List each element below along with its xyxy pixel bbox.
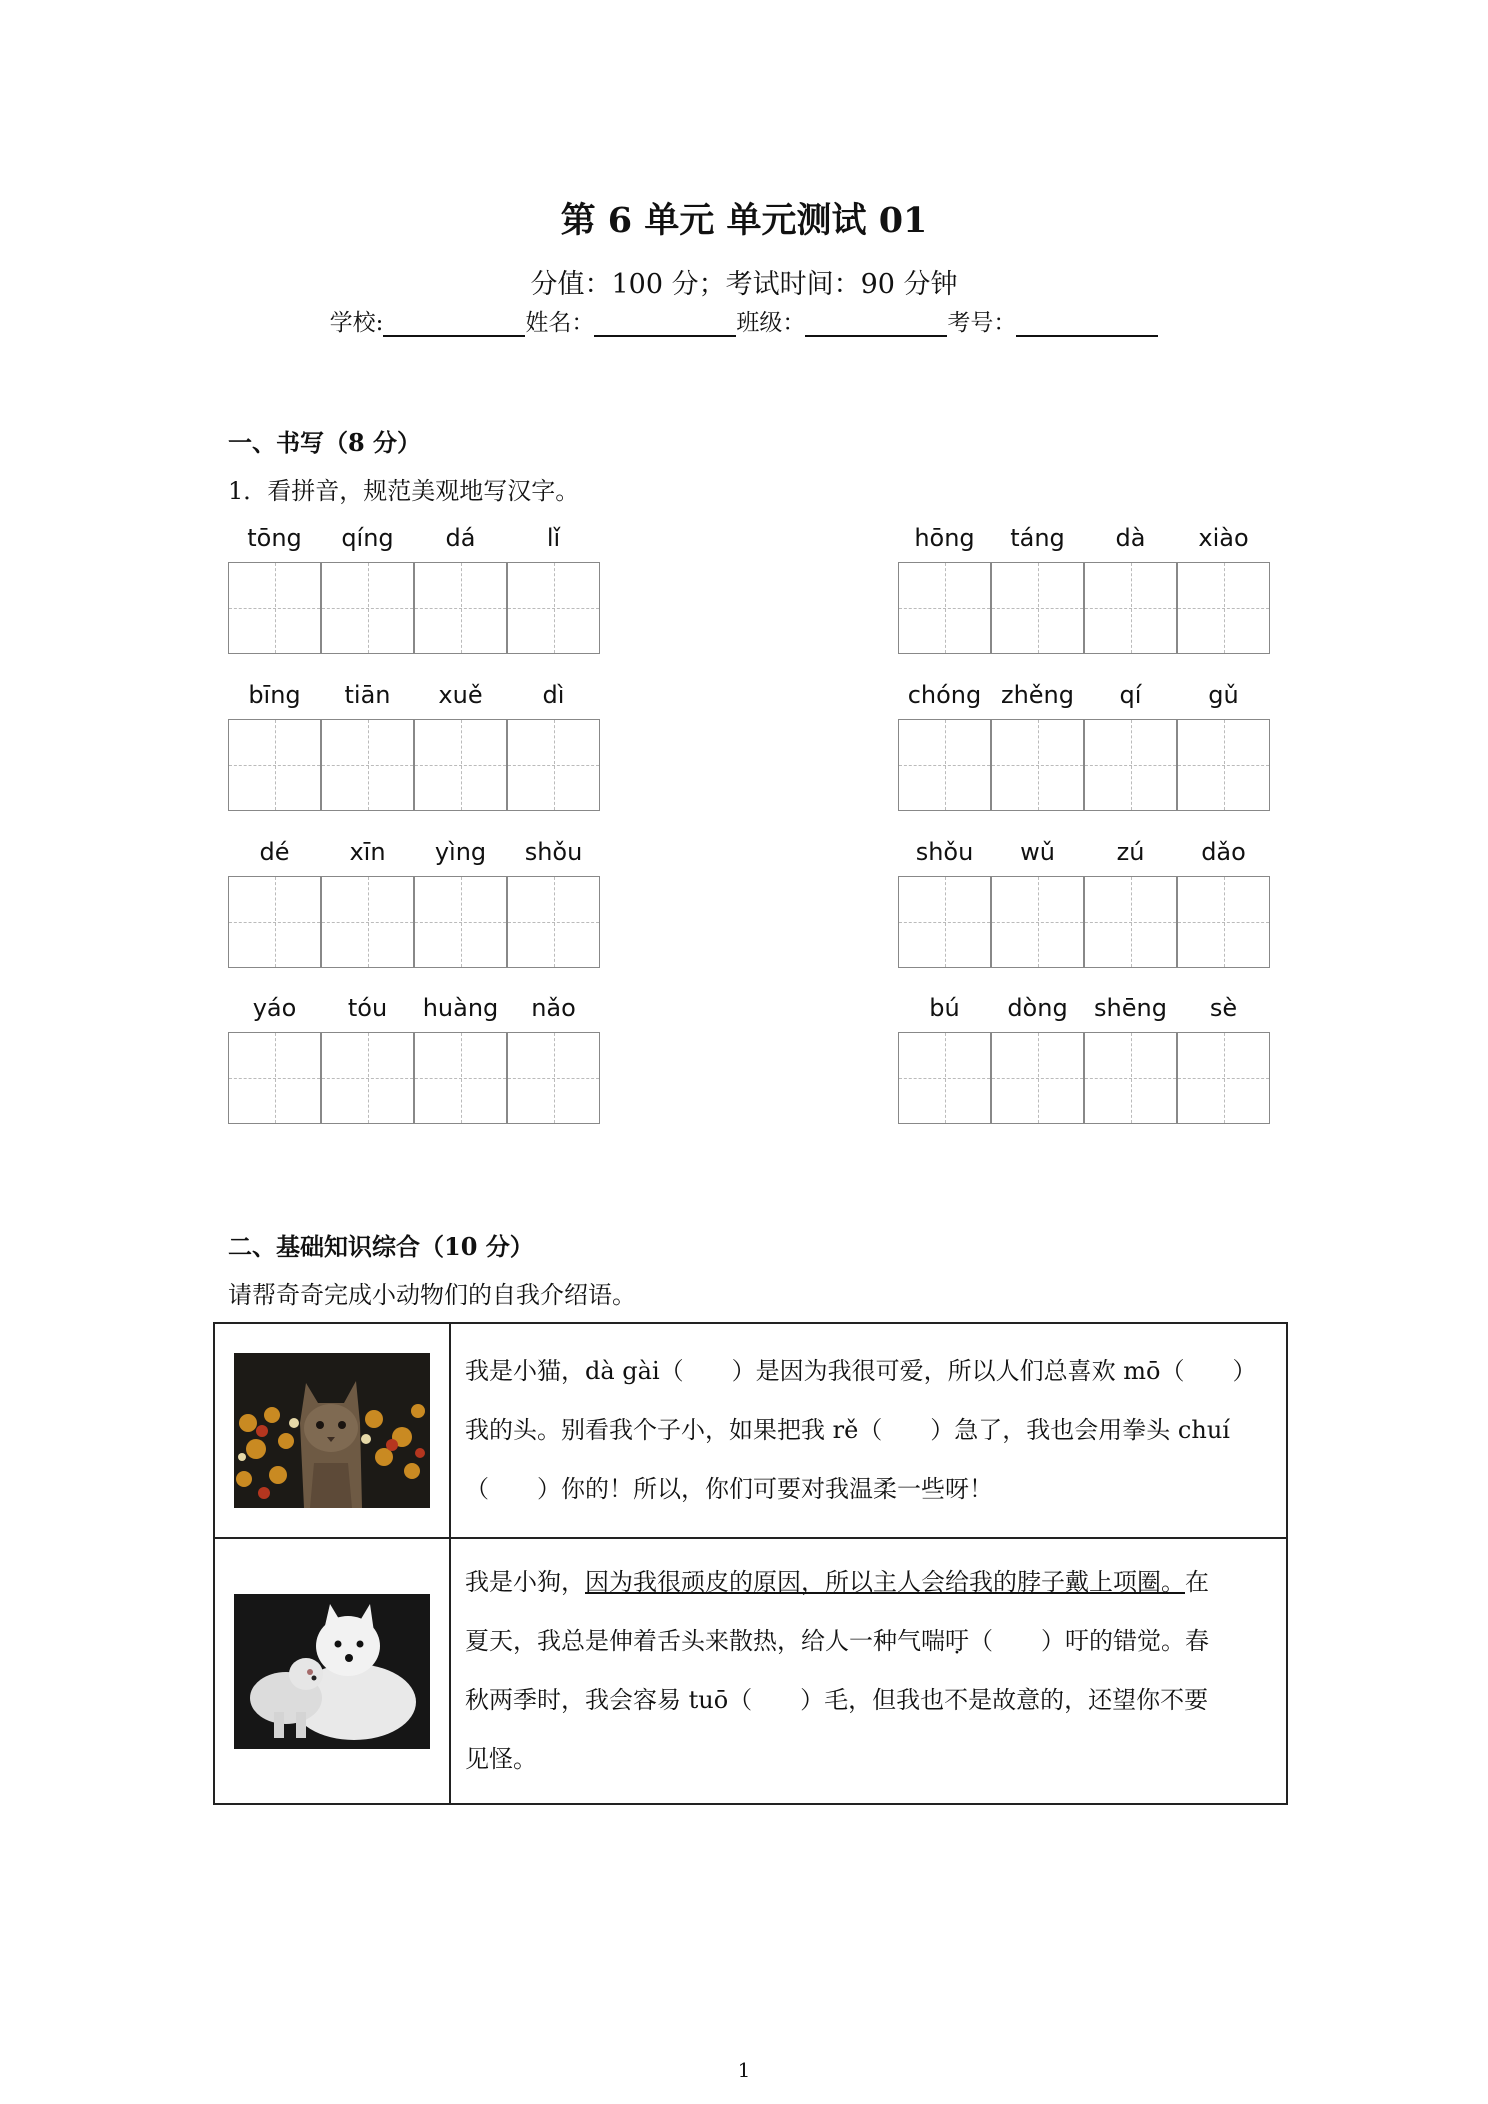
dog-line-3: 秋两季时，我会容易 tuō（ ）毛，但我也不是故意的，还望你不要 (465, 1686, 1209, 1714)
pinyin-row (228, 838, 600, 874)
pinyin-label: tōng (247, 524, 302, 552)
writing-grid (898, 719, 1270, 811)
dog-row (214, 1538, 1287, 1804)
writing-cell[interactable] (1084, 1032, 1177, 1124)
animal-intro-table (213, 1322, 1288, 1805)
writing-grid (228, 719, 600, 811)
writing-cell[interactable] (228, 562, 321, 654)
cat-line-1: 我是小猫，dà gài（ ）是因为我很可爱，所以人们总喜欢 mō（ ） (465, 1357, 1257, 1385)
cat-row (214, 1323, 1287, 1538)
pinyin-group (898, 681, 1270, 811)
writing-cell[interactable] (507, 719, 600, 811)
writing-cell[interactable] (898, 719, 991, 811)
writing-cell[interactable] (414, 876, 507, 968)
pinyin-label: táng (1010, 524, 1065, 552)
section2-instruction: 请帮奇奇完成小动物们的自我介绍语。 (228, 1281, 636, 1309)
pinyin-label: nǎo (531, 994, 576, 1022)
student-info-line (0, 304, 1488, 337)
pinyin-row (228, 994, 600, 1030)
pinyin-label: sè (1209, 994, 1238, 1022)
dog-line-1-start: 我是小狗， (465, 1568, 585, 1596)
pinyin-label: dòng (1007, 994, 1068, 1022)
dog-image-cell (214, 1538, 450, 1804)
pinyin-label: xiào (1198, 524, 1249, 552)
writing-cell[interactable] (507, 1032, 600, 1124)
writing-cell[interactable] (414, 719, 507, 811)
pinyin-row (898, 681, 1270, 717)
writing-cell[interactable] (321, 1032, 414, 1124)
pinyin-label: huàng (422, 994, 499, 1022)
pinyin-label: dǎo (1201, 838, 1246, 866)
page-title: 第 6 单元 单元测试 01 (560, 200, 928, 241)
writing-cell[interactable] (1177, 1032, 1270, 1124)
writing-cell[interactable] (1177, 719, 1270, 811)
writing-grid (898, 1032, 1270, 1124)
pinyin-row (898, 838, 1270, 874)
writing-grid (898, 876, 1270, 968)
name-blank[interactable] (594, 311, 736, 337)
dog-line-4: 见怪。 (465, 1745, 537, 1773)
pinyin-label: xuě (438, 681, 483, 709)
pinyin-label: bīng (248, 681, 301, 709)
pinyin-group (228, 994, 600, 1124)
cat-photo (234, 1353, 430, 1508)
pinyin-group (898, 838, 1270, 968)
writing-cell[interactable] (1177, 876, 1270, 968)
pinyin-label: dà (1115, 524, 1146, 552)
dog-intro-text (450, 1538, 1287, 1804)
writing-cell[interactable] (414, 1032, 507, 1124)
writing-cell[interactable] (898, 876, 991, 968)
writing-cell[interactable] (228, 719, 321, 811)
dotted-character: 吁 (945, 1627, 969, 1655)
writing-cell[interactable] (898, 1032, 991, 1124)
class-label: 班级： (736, 310, 806, 336)
pinyin-label: hōng (914, 524, 975, 552)
writing-cell[interactable] (991, 1032, 1084, 1124)
writing-cell[interactable] (991, 719, 1084, 811)
writing-cell[interactable] (1084, 719, 1177, 811)
pinyin-label: wǔ (1020, 838, 1055, 866)
pinyin-group (228, 681, 600, 811)
writing-cell[interactable] (1084, 562, 1177, 654)
writing-cell[interactable] (321, 876, 414, 968)
page-number: 1 (737, 2058, 751, 2082)
writing-cell[interactable] (1177, 562, 1270, 654)
pinyin-label: qí (1119, 681, 1142, 709)
writing-cell[interactable] (228, 1032, 321, 1124)
pinyin-row (898, 524, 1270, 560)
pinyin-label: xīn (349, 838, 386, 866)
pinyin-row (228, 524, 600, 560)
exam-number-blank[interactable] (1016, 311, 1158, 337)
dog-photo (234, 1594, 430, 1749)
pinyin-label: chóng (907, 681, 982, 709)
pinyin-label: bú (929, 994, 960, 1022)
name-label: 姓名： (525, 310, 595, 336)
writing-cell[interactable] (898, 562, 991, 654)
pinyin-label: zhěng (1000, 681, 1075, 709)
pinyin-label: tiān (344, 681, 391, 709)
writing-cell[interactable] (507, 562, 600, 654)
dog-underlined-sentence: 因为我很顽皮的原因，所以主人会给我的脖子戴上项圈。 (585, 1568, 1185, 1596)
writing-cell[interactable] (414, 562, 507, 654)
pinyin-label: qíng (341, 524, 394, 552)
writing-cell[interactable] (321, 562, 414, 654)
pinyin-label: gǔ (1208, 681, 1239, 709)
pinyin-label: lǐ (546, 524, 561, 552)
writing-cell[interactable] (991, 876, 1084, 968)
pinyin-label: shēng (1094, 994, 1167, 1022)
writing-cell[interactable] (228, 876, 321, 968)
class-blank[interactable] (805, 311, 947, 337)
writing-cell[interactable] (991, 562, 1084, 654)
exam-number-label: 考号： (947, 310, 1017, 336)
section2-heading: 二、基础知识综合（10 分） (228, 1232, 534, 1261)
pinyin-label: dé (259, 838, 290, 866)
pinyin-label: tóu (347, 994, 388, 1022)
section1-instruction: 1．看拼音，规范美观地写汉字。 (228, 477, 580, 505)
exam-subtitle: 分值：100 分；考试时间：90 分钟 (530, 269, 958, 300)
pinyin-group (228, 838, 600, 968)
pinyin-row (228, 681, 600, 717)
pinyin-label: shǒu (524, 838, 583, 866)
writing-cell[interactable] (321, 719, 414, 811)
school-blank[interactable] (383, 311, 525, 337)
school-label: 学校: (329, 310, 384, 336)
writing-cell[interactable] (507, 876, 600, 968)
writing-grid (228, 876, 600, 968)
writing-grid (228, 1032, 600, 1124)
cat-line-3: （ ）你的！所以，你们可要对我温柔一些呀！ (465, 1475, 993, 1503)
pinyin-group (898, 994, 1270, 1124)
pinyin-label: yìng (434, 838, 487, 866)
pinyin-label: dá (445, 524, 476, 552)
pinyin-label: shǒu (915, 838, 974, 866)
cat-line-2: 我的头。别看我个子小，如果把我 rě（ ）急了，我也会用拳头 chuí (465, 1416, 1230, 1444)
pinyin-label: yáo (252, 994, 297, 1022)
dog-line-2-start: 夏天，我总是伸着舌头来散热，给人一种气喘 (465, 1627, 945, 1655)
section1-heading: 一、书写（8 分） (228, 428, 422, 457)
cat-image-cell (214, 1323, 450, 1538)
writing-cell[interactable] (1084, 876, 1177, 968)
writing-grid (898, 562, 1270, 654)
pinyin-label: zú (1116, 838, 1145, 866)
pinyin-group (898, 524, 1270, 654)
pinyin-label: dì (542, 681, 565, 709)
dog-line-1-end: 在 (1185, 1568, 1209, 1596)
pinyin-row (898, 994, 1270, 1030)
dog-line-2-end: （ ）吁的错觉。春 (969, 1627, 1209, 1655)
writing-grid (228, 562, 600, 654)
pinyin-group (228, 524, 600, 654)
cat-intro-text (450, 1323, 1287, 1538)
